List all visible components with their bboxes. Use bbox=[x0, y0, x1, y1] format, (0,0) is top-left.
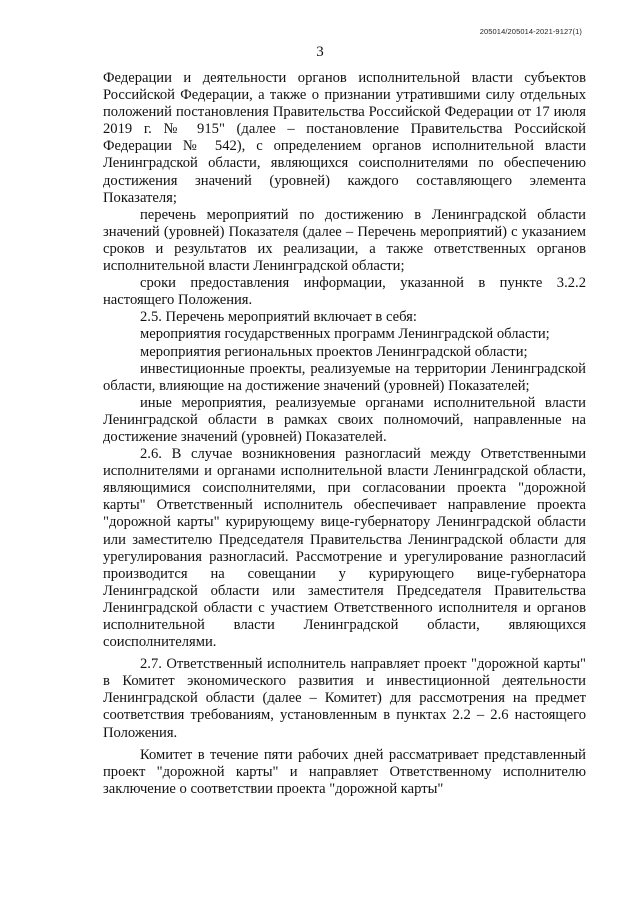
paragraph: мероприятия региональных проектов Ленинградской области; bbox=[140, 343, 528, 360]
paragraph: иные мероприятия, реализуемые органами исполнительной власти Ленинградской области в рамках своих полномочий, направленные на достижение значений (уровней) Показателей. bbox=[103, 394, 586, 445]
paragraph: мероприятия государственных программ Ленинградской области; bbox=[140, 326, 550, 343]
document-body bbox=[103, 70, 586, 798]
paragraph: инвестиционные проекты, реализуемые на территории Ленинградской области, влияющие на достижение значений (уровней) Показателей; bbox=[103, 360, 586, 394]
page-number: 3 bbox=[316, 44, 324, 60]
paragraph: 2.5. Перечень мероприятий включает в себя: bbox=[140, 309, 417, 326]
paragraph: Федерации и деятельности органов исполнительной власти субъектов Российской Федерации, а также о признании утратившими силу отдельных положений постановления Правительства Российской Федерации от 17 июля 2019 г. № 915" (далее – постановление Правительства Российской Федерации № 542), с определением органов исполнительной власти Ленинградской области, являющихся соисполнителями по обеспечению достижения значений (уровней) каждого составляющего элемента Показателя; bbox=[103, 70, 586, 206]
document-id: 205014/205014-2021-9127(1) bbox=[479, 27, 582, 36]
paragraph: перечень мероприятий по достижению в Ленинградской области значений (уровней) Показателя (далее – Перечень мероприятий) с указанием сроков и результатов их реализации, а также ответственных органов исполнительной власти Ленинградской области; bbox=[103, 206, 586, 275]
paragraph: сроки предоставления информации, указанной в пункте 3.2.2 настоящего Положения. bbox=[103, 275, 586, 309]
paragraph: 2.6. В случае возникновения разногласий между Ответственными исполнителями и органами исполнительной власти Ленинградской области, являющимися соисполнителями, при согласовании проекта "дорожной карты" Ответственный исполнитель обеспечивает направление проекта "дорожной карты" курирующему вице-губернатору Ленинградской области или заместителю Председателя Правительства Ленинградской области для урегулирования разногласий. Рассмотрение и урегулирование разногласий производится на совещании у курирующего вице-губернатора Ленинградской области или заместителя Председателя Правительства Ленинградской области с участием Ответственного исполнителя и органов исполнительной власти Ленинградской области, являющихся соисполнителями. bbox=[103, 446, 586, 651]
paragraph: 2.7. Ответственный исполнитель направляет проект "дорожной карты" в Комитет экономического развития и инвестиционной деятельности Ленинградской области (далее – Комитет) для рассмотрения на предмет соответствия требованиям, установленным в пунктах 2.2 – 2.6 настоящего Положения. bbox=[103, 656, 586, 741]
paragraph: Комитет в течение пяти рабочих дней рассматривает представленный проект "дорожной карты" и направляет Ответственному исполнителю заключение о соответствии проекта "дорожной карты" bbox=[103, 746, 586, 797]
